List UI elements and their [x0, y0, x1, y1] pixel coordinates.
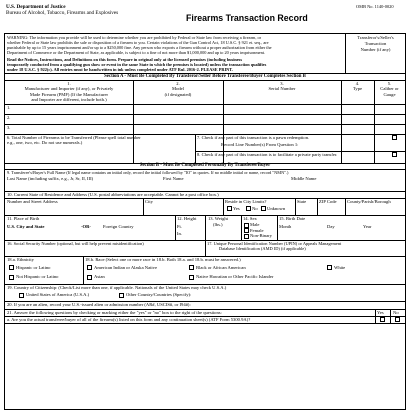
col-serial-header: [223, 81, 341, 92]
q6-line-1: 6. Total Number of Firearms to be Transferred (Please spell total number: [7, 134, 141, 140]
q12-height: 12. Height: [177, 216, 197, 221]
reside-unknown-label: Unknown: [267, 205, 286, 211]
transaction-number-line-1: Transferor's/Seller's: [357, 35, 394, 40]
state-label[interactable]: State: [297, 198, 307, 204]
q17-upin[interactable]: [207, 241, 341, 252]
transaction-number-box[interactable]: [346, 35, 405, 53]
q17-line-1: 17. Unique Personal Identification Number (UPIN) or Appeals Management: [207, 241, 342, 246]
section-b-title: Section B - Must Be Completed Personally By Transferee/Buyer: [139, 163, 271, 168]
reside-in-city-limits: Reside in City Limits?: [225, 198, 267, 204]
other-country-checkbox[interactable]: [119, 293, 124, 298]
q16-ssn[interactable]: 16. Social Security Number (optional, but will help prevent misidentification): [7, 241, 144, 246]
transaction-number-line-2: Transaction: [364, 41, 387, 46]
q21a-no-checkbox[interactable]: [395, 317, 400, 322]
col5-line-1: Caliber or: [380, 86, 399, 92]
col1-line-2: Made Firearm (PMF) (If the Manufacturer: [29, 91, 109, 97]
black-checkbox[interactable]: [189, 265, 194, 270]
q14-sex: 14. Sex: [243, 216, 257, 221]
reside-no-label: No: [252, 205, 258, 211]
sex-nonbinary-checkbox[interactable]: [244, 234, 249, 239]
height-ft-label[interactable]: Ft.: [177, 223, 182, 229]
col-caliber-header: [374, 81, 405, 97]
col4-label: Type: [352, 86, 363, 92]
instructions-line-3: under 18 U.S.C. § 922(c). All entries must be handwritten in ink unless completed under ATF Rul. 2016-2. PLEASE PRINT.: [7, 67, 233, 72]
col3-number: 3.: [280, 81, 284, 86]
q8-checkbox[interactable]: [392, 152, 397, 157]
col2-line-2: (if designated): [164, 91, 192, 97]
col1-number: 1.: [67, 81, 71, 86]
col5-number: 5.: [387, 81, 392, 86]
warning-line-1: WARNING: The information you provide will be used to determine whether you are prohibited by Federal or State law from receiving a firearm, or: [7, 35, 262, 40]
q6-total-firearms[interactable]: [7, 135, 141, 146]
section-a-title: Section A - Must Be Completed By Transferor/Seller Before Transferee/Buyer Completes Section B: [104, 73, 306, 79]
q18a-ethnicity: 18.a. Ethnicity: [7, 256, 34, 262]
first-name-label[interactable]: First Name: [163, 176, 184, 181]
other-country-label: Other Country/Countries (Specify):: [126, 292, 192, 297]
reside-yes-checkbox[interactable]: [227, 206, 232, 211]
middle-name-label[interactable]: Middle Name: [291, 176, 317, 181]
pacific-islander-checkbox[interactable]: [189, 275, 194, 280]
q7-pawn-redemption: 7. Check if any part of this transaction is a pawn redemption.: [197, 134, 310, 140]
col-type-header: [341, 81, 374, 92]
birth-day-label[interactable]: Day: [327, 223, 335, 229]
q19-citizenship: 19. Country of Citizenship: (Check/List more than one, if applicable. Nationals of the United States may check U.S.A.): [7, 284, 227, 290]
form-title: Firearms Transaction Record: [186, 13, 308, 23]
q21a-yes-checkbox[interactable]: [380, 317, 385, 322]
q20-alien-number[interactable]: 20. If you are an alien, record your U.S.-issued alien or admission number (AR#, USCIS#, or I94#):: [7, 301, 191, 307]
q7-record-line: Record Line Number(s) From Question 1:: [221, 142, 299, 147]
not-hispanic-checkbox[interactable]: [9, 275, 14, 280]
foreign-country-label[interactable]: Foreign Country: [103, 223, 134, 229]
q11-place-of-birth: 11. Place of Birth: [7, 216, 40, 221]
instructions-text: [7, 57, 343, 72]
birth-year-label[interactable]: Year: [363, 223, 372, 229]
col2-line-1: Model: [172, 86, 184, 92]
bureau-name: Bureau of Alcohol, Tobacco, Firearms and Explosives: [6, 10, 119, 16]
county-label[interactable]: County/Parish/Borough: [347, 198, 391, 204]
usa-checkbox[interactable]: [19, 293, 24, 298]
q6-line-2: e.g., one, two, etc. Do not use numerals.): [7, 140, 83, 146]
warning-text: [7, 35, 343, 55]
hispanic-checkbox[interactable]: [9, 265, 14, 270]
birth-month-label[interactable]: Month: [279, 223, 292, 229]
firearm-row-3[interactable]: 3.: [7, 125, 11, 130]
or-label: -OR-: [81, 223, 91, 229]
reside-yes-label: Yes: [233, 205, 240, 211]
q9-full-name: 9. Transferee's/Buyer's Full Name (If legal name contains an initial only, record the initial followed by "IO" in quotes. If no middle initial or name, record "NMN".): [7, 169, 289, 175]
q21-instructions: 21. Answer the following questions by checking or marking either the "yes" or "no" box to the right of the questions:: [7, 309, 222, 315]
sex-male-label: Male: [250, 222, 260, 227]
col5-line-2: Gauge: [383, 91, 396, 97]
warning-line-2: whether Federal or State law prohibits the sale or disposition of a firearm to you. Certain violations of the Gun Control Act, 18 U.S.C. § 921 et. seq., are: [7, 40, 269, 45]
american-indian-label: American Indian or Alaska Native: [94, 264, 158, 270]
usa-label: United States of America (U.S.A.): [26, 292, 90, 297]
city-label[interactable]: City: [145, 198, 153, 204]
last-name-label[interactable]: Last Name (including suffix, e.g., Jr, Sr, II, III): [7, 176, 94, 181]
warning-line-4: Department of Commerce or the Department of State, as applicable, is subject to a fine of not more than $1,000,000 and up to 20 years imprisonment.: [7, 50, 265, 55]
col1-line-3: and Importer are different, include both.): [31, 97, 107, 103]
sex-male-checkbox[interactable]: [244, 223, 249, 228]
col-model-header: [133, 81, 223, 97]
instructions-line-2: temporarily conducted from a qualifying gun show or event in the same State in which the premises is located) unless the transaction qualifies: [7, 62, 267, 67]
col3-label: Serial Number: [268, 86, 296, 92]
q10-residence: 10. Current State of Residence and Address (U.S. postal abbreviations are acceptable. Cannot be a post office box.): [7, 192, 219, 197]
firearms-transaction-form: [4, 33, 406, 410]
sex-female-label: Female: [250, 227, 264, 233]
col1-line-1: Manufacturer and Importer (if any), or Privately: [24, 86, 114, 92]
col4-number: 4.: [355, 81, 360, 86]
black-label: Black or African American: [196, 264, 246, 270]
col-manufacturer-header: [5, 81, 133, 103]
q21-no-header: No: [393, 309, 399, 315]
firearm-row-1[interactable]: 1.: [7, 105, 11, 110]
q17-line-2: Database Identification (AMD ID) (if applicable): [219, 246, 306, 252]
white-checkbox[interactable]: [327, 265, 332, 270]
street-address-label[interactable]: Number and Street Address: [7, 198, 58, 204]
warning-line-3: punishable by up to 15 years imprisonment and/or up to a $250,000 fine. Any person who exports a firearm without a proper authorization from either the: [7, 45, 272, 50]
white-label: White: [334, 264, 346, 270]
q15-birth-date: 15. Birth Date: [279, 216, 306, 221]
instructions-line-1: Read the Notices, Instructions, and Definitions on this form. Prepare in original only at the licensed premises (including business: [7, 57, 243, 62]
weight-lbs-label[interactable]: (lbs.): [213, 222, 223, 227]
col2-number: 2.: [176, 81, 180, 86]
transaction-number-line-3: Number (if any): [360, 47, 391, 52]
hispanic-label: Hispanic or Latino: [16, 264, 51, 270]
q8-private-party: 8. Check if any part of this transaction is to facilitate a private party transfer.: [197, 151, 338, 157]
agency-name: U.S. Department of Justice: [6, 4, 66, 10]
not-hispanic-label: Not Hispanic or Latino: [16, 274, 59, 279]
q13-weight: 13. Weight: [208, 216, 228, 221]
sex-female-checkbox[interactable]: [244, 228, 249, 233]
zip-label[interactable]: ZIP Code: [319, 198, 337, 204]
asian-label: Asian: [94, 274, 105, 279]
height-in-label[interactable]: In.: [177, 231, 182, 236]
reside-unknown-checkbox[interactable]: [261, 206, 266, 211]
firearm-row-2[interactable]: 2.: [7, 115, 11, 120]
q18b-race: 18.b. Race (Select one or more race in 18.b. Both 18.a. and 18.b. must be answered.): [85, 256, 241, 262]
us-city-state-label[interactable]: U.S. City and State: [7, 223, 45, 229]
q7-checkbox[interactable]: [392, 135, 397, 140]
pacific-islander-label: Native Hawaiian or Other Pacific Islander: [196, 274, 274, 279]
omb-number: OMB No. 1140-0020: [356, 4, 394, 9]
american-indian-checkbox[interactable]: [87, 265, 92, 270]
sex-nonbinary-label: Non-Binary: [250, 233, 272, 238]
asian-checkbox[interactable]: [87, 275, 92, 280]
q21-yes-header: Yes: [377, 309, 384, 315]
q21a-actual-buyer: a. Are you the actual transferee/buyer of all of the firearm(s) listed on this form and any continuation sheet(s) (ATF Form 5300.9A)?: [7, 316, 251, 322]
reside-no-checkbox[interactable]: [246, 206, 251, 211]
